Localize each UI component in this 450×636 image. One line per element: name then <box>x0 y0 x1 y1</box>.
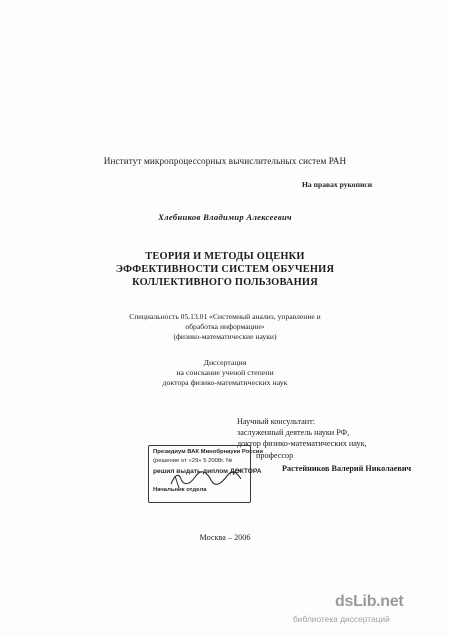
title-line: ЭФФЕКТИВНОСТИ СИСТЕМ ОБУЧЕНИЯ <box>115 264 335 276</box>
specialty-block <box>0 312 450 342</box>
manuscript-rights-note: На правах рукописи <box>302 180 373 189</box>
city-year: Москва – 2006 <box>199 533 251 542</box>
institute-name: Институт микропроцессорных вычислительных систем РАН <box>103 156 347 166</box>
title-line: ТЕОРИЯ И МЕТОДЫ ОЦЕНКИ <box>145 251 305 262</box>
handwritten-signature <box>149 446 250 502</box>
watermark-logo-text: dsLib.net <box>335 593 404 610</box>
watermark-logo <box>335 593 403 611</box>
specialty-line: (физико-математические науки) <box>173 332 277 341</box>
advisor-name: Растейников Валерий Николаевич <box>282 464 412 473</box>
advisor-title-line: доктор физико-математических наук, <box>237 439 367 448</box>
advisor-heading: Научный консультант: <box>237 417 316 426</box>
degree-block <box>0 358 450 388</box>
dissertation-title <box>0 250 450 290</box>
stamp-line: (решение от «29» 5 2008г. № <box>153 458 233 464</box>
title-line: КОЛЛЕКТИВНОГО ПОЛЬЗОВАНИЯ <box>132 277 318 289</box>
specialty-line: Специальность 05.13.01 «Системный анализ, управление и <box>129 312 321 321</box>
degree-line: доктора физико-математических наук <box>162 378 288 387</box>
stamp-line: Президиум ВАК Минобрнауки России <box>153 449 263 455</box>
stamp-line: решил выдать диплом ДОКТОРА <box>153 468 262 475</box>
watermark-subtitle: библиотека диссертаций <box>293 614 390 624</box>
advisor-title-line: профессор <box>256 451 294 460</box>
vak-stamp <box>148 445 263 503</box>
stamp-line: Начальник отдела <box>153 487 207 493</box>
author-name: Хлебников Владимир Алексеевич <box>158 212 292 222</box>
advisor-title-line: заслуженный деятель науки РФ, <box>237 428 350 437</box>
degree-line: на соискание ученой степени <box>176 368 274 377</box>
degree-line: Диссертация <box>203 358 247 367</box>
specialty-line: обработка информации» <box>185 322 265 331</box>
